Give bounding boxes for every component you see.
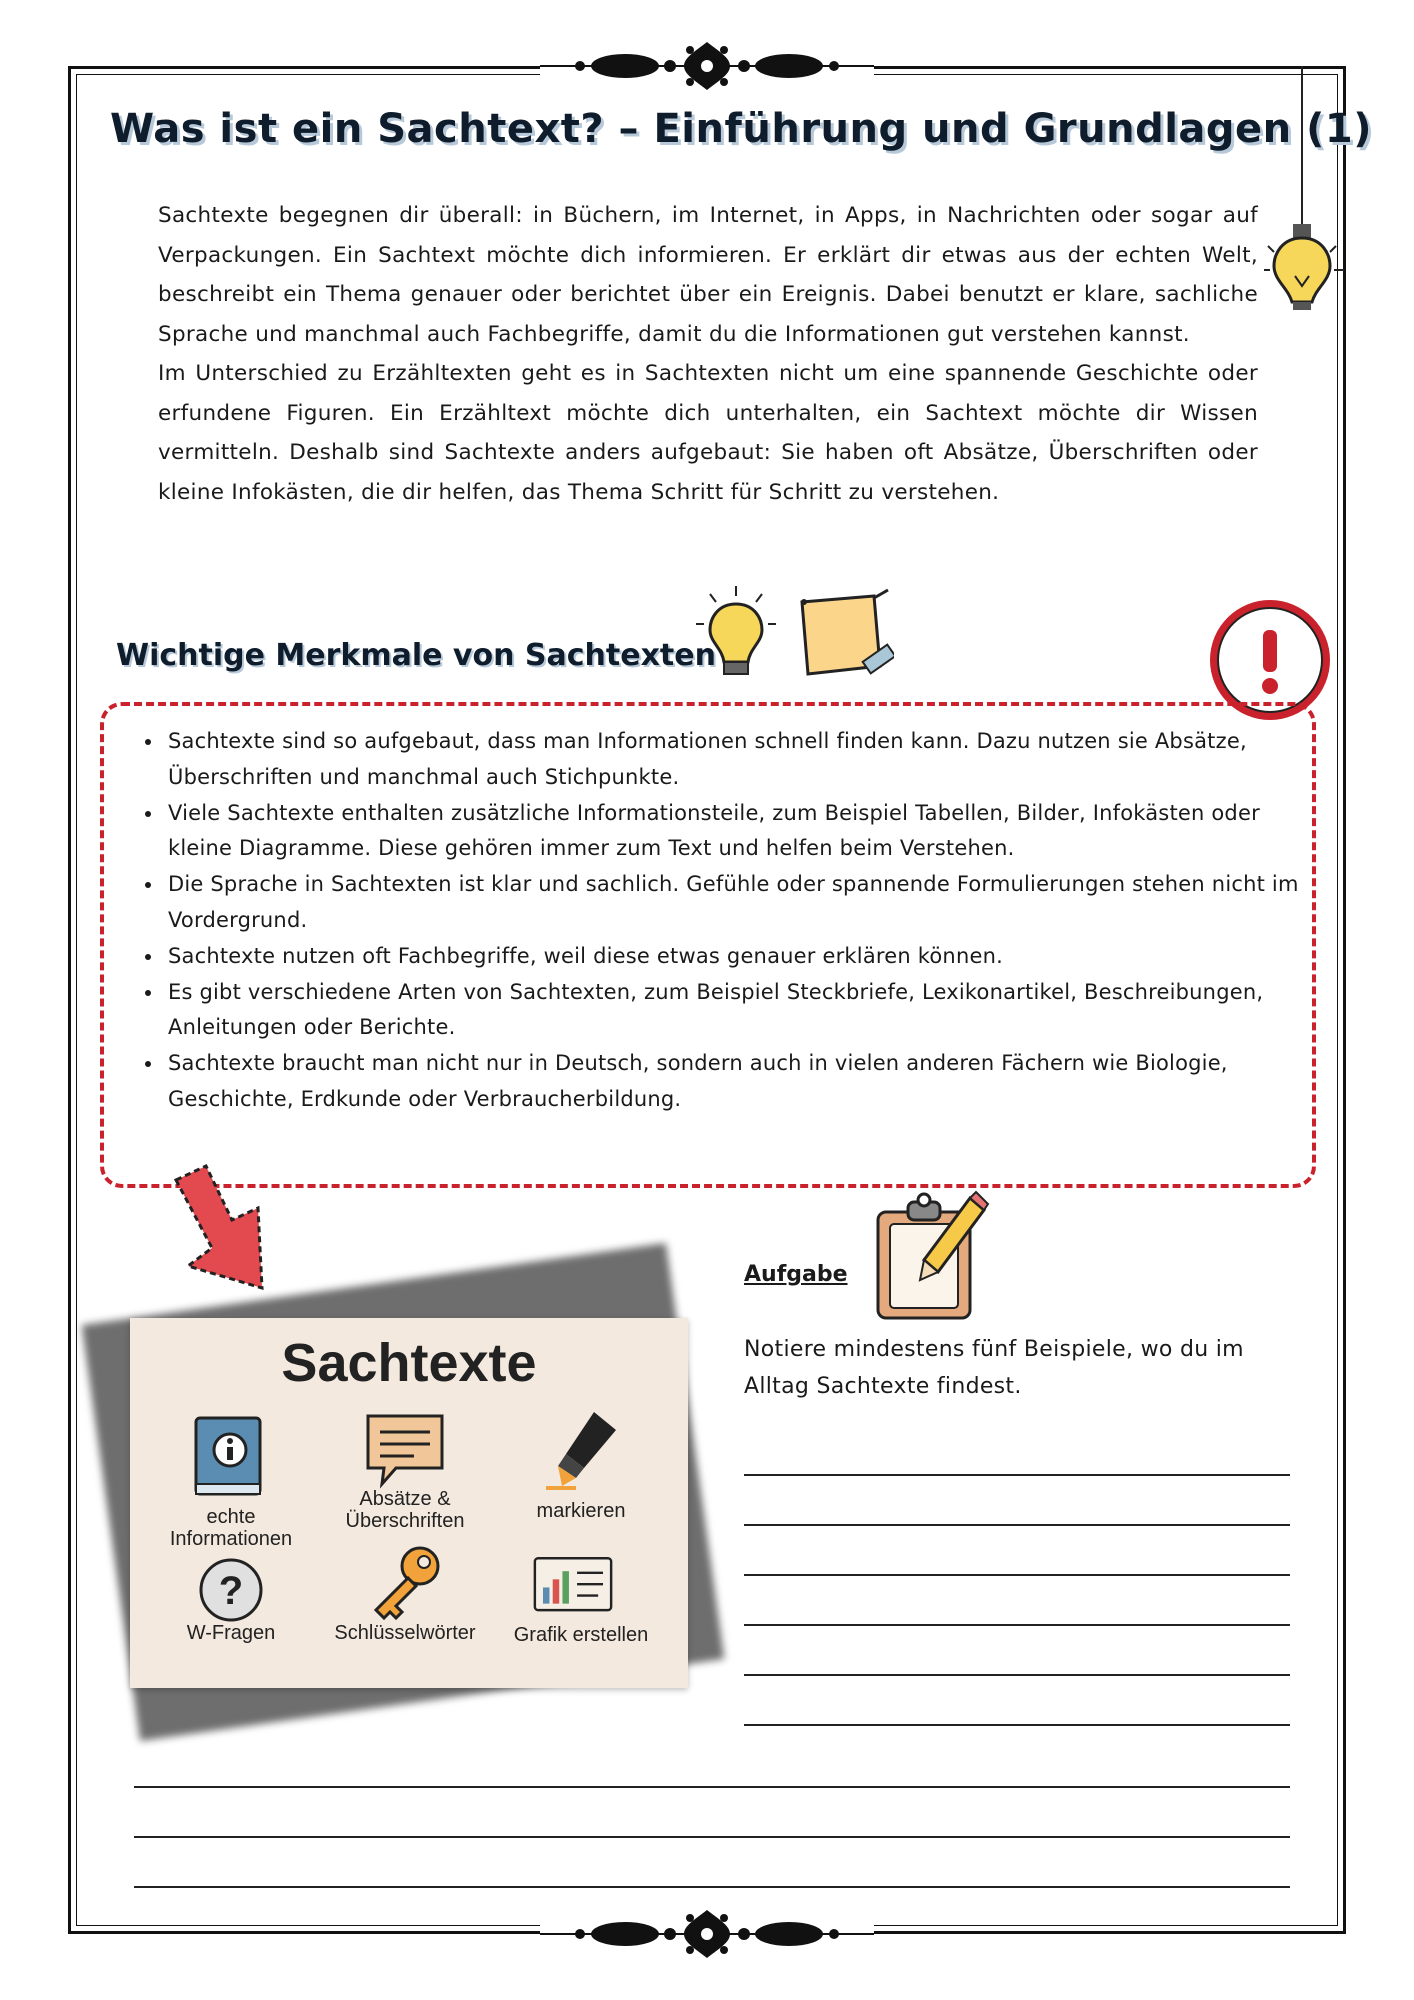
- svg-text:?: ?: [218, 1569, 244, 1613]
- feature-item: • Es gibt verschiedene Arten von Sachtexten, zum Beispiel Steckbriefe, Lexikonartikel, Beschreibungen, Anleitungen oder Berichte.: [164, 975, 1314, 1047]
- feature-item: • Sachtexte sind so aufgebaut, dass man Informationen schnell finden kann. Dazu nutzen sie Absätze, Überschriften und manchmal auch Stichpunkte.: [164, 724, 1314, 796]
- writing-line[interactable]: [134, 1836, 1290, 1838]
- page-title: Was ist ein Sachtext? – Einführung und Grundlagen (1): [110, 106, 1372, 152]
- key-icon: [362, 1540, 448, 1626]
- infocard-label: Absätze & Überschriften: [345, 1488, 465, 1532]
- feature-item: • Sachtexte nutzen oft Fachbegriffe, weil diese etwas genauer erklären können.: [164, 939, 1314, 975]
- top-ornament-icon: [540, 38, 874, 94]
- highlighter-icon: [540, 1406, 626, 1492]
- writing-line[interactable]: [744, 1524, 1290, 1526]
- intro-paragraph-1: Sachtexte begegnen dir überall: in Büchern, im Internet, in Apps, in Nachrichten oder sogar auf Verpackungen. Ein Sachtext möchte dich informieren. Er erklärt dir etwas aus der echten Welt, beschreibt ein Thema genauer oder berichtet über ein Ereignis. Dabei benutzt er klare, sachliche Sprache und manchmal auch Fachbegriffe, damit du die Informationen gut verstehen kannst.: [158, 203, 1258, 347]
- task-text: Notiere mindestens fünf Beispiele, wo du im Alltag Sachtexte findest.: [744, 1337, 1244, 1399]
- writing-line[interactable]: [744, 1724, 1290, 1726]
- hanging-lightbulb-icon: [1262, 66, 1346, 312]
- writing-line[interactable]: [744, 1624, 1290, 1626]
- bottom-ornament-icon: [540, 1906, 874, 1962]
- infocard-title: Sachtexte: [281, 1333, 537, 1393]
- arrow-down-icon: [166, 1162, 274, 1298]
- infocard-label: echte Informationen: [169, 1506, 293, 1550]
- infocard-label: Schlüsselwörter: [334, 1622, 476, 1644]
- feature-item: • Viele Sachtexte enthalten zusätzliche Informationsteile, zum Beispiel Tabellen, Bilder, Infokästen oder kleine Diagramme. Diese gehören immer zum Text und helfen beim Verstehen.: [164, 796, 1314, 868]
- bar-chart-icon: [530, 1542, 616, 1628]
- infocard-label: W-Fragen: [186, 1622, 276, 1644]
- writing-line[interactable]: [134, 1886, 1290, 1888]
- writing-line[interactable]: [744, 1674, 1290, 1676]
- features-list: [138, 724, 1314, 1118]
- info-book-icon: [188, 1414, 274, 1500]
- writing-line[interactable]: [744, 1474, 1290, 1476]
- infocard-label: markieren: [536, 1500, 626, 1522]
- infocard-label: Grafik erstellen: [513, 1624, 649, 1646]
- clipboard-pencil-icon: [872, 1188, 992, 1322]
- speech-bubble-icon: [362, 1408, 448, 1494]
- writing-line[interactable]: [134, 1786, 1290, 1788]
- infocard: [130, 1318, 688, 1688]
- sticky-note-icon: [794, 588, 894, 684]
- intro-text: [158, 196, 1258, 512]
- intro-paragraph-2: Im Unterschied zu Erzähltexten geht es in Sachtexten nicht um eine spannende Geschichte oder erfundene Figuren. Ein Erzähltext möchte dich unterhalten, ein Sachtext möchte dir Wissen vermitteln. Deshalb sind Sachtexte anders aufgebaut: Sie haben oft Absätze, Überschriften oder kleine Infokästen, die dir helfen, das Thema Schritt für Schritt zu verstehen.: [158, 361, 1258, 505]
- feature-item: • Die Sprache in Sachtexten ist klar und sachlich. Gefühle oder spannende Formulierungen stehen nicht im Vordergrund.: [164, 867, 1314, 939]
- writing-line[interactable]: [744, 1574, 1290, 1576]
- features-heading: Wichtige Merkmale von Sachtexten: [116, 638, 716, 673]
- feature-item: • Sachtexte braucht man nicht nur in Deutsch, sondern auch in vielen anderen Fächern wie Biologie, Geschichte, Erdkunde oder Verbraucherbildung.: [164, 1046, 1314, 1118]
- task-label: Aufgabe: [744, 1262, 848, 1287]
- lightbulb-icon: [694, 584, 778, 680]
